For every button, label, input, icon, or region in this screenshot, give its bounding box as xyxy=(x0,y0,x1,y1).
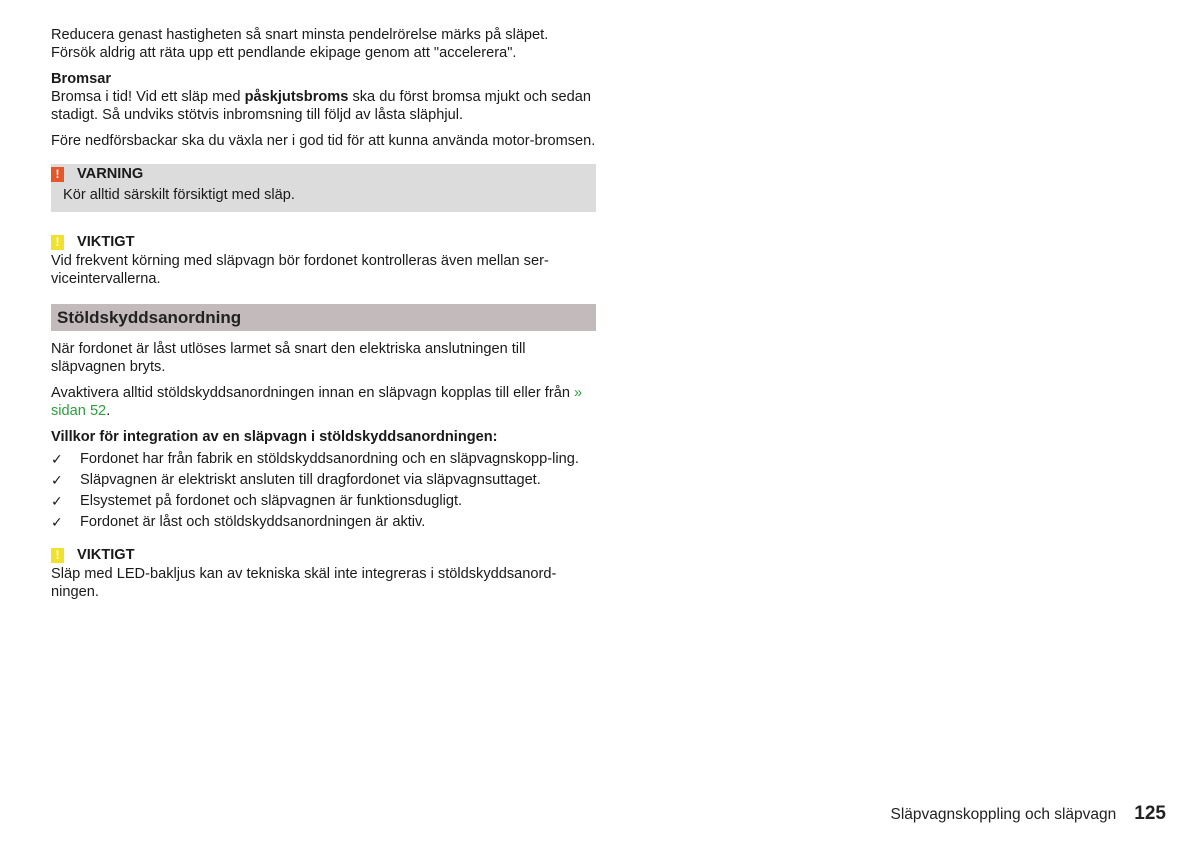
conditions-list xyxy=(51,450,596,531)
caution-icon: ! xyxy=(51,548,64,563)
note-title-2: VIKTIGT xyxy=(77,547,135,563)
note-title-1: VIKTIGT xyxy=(77,234,135,250)
intro-line-2: Försök aldrig att räta upp ett pendlande ekipage genom att "accelerera". xyxy=(51,45,517,61)
warning-icon: ! xyxy=(51,167,64,182)
brakes-paragraph xyxy=(51,88,596,124)
check-icon: ✓ xyxy=(51,451,63,467)
brakes-text-bold: påskjutsbroms xyxy=(244,89,349,105)
intro-line-1: Reducera genast hastigheten så snart minsta pendelrörelse märks på släpet. xyxy=(51,27,549,43)
note-header-2 xyxy=(51,545,596,565)
page-number: 125 xyxy=(1134,803,1166,824)
brakes-text-1: Bromsa i tid! Vid ett släp med xyxy=(51,89,245,105)
brakes-text-2: ska du först bromsa mjukt och sedan stadigt. Så undviks stötvis inbromsning till följd av låsta släphjul. xyxy=(51,89,591,123)
list-item xyxy=(51,492,596,510)
list-item-text: Elsystemet på fordonet och släpvagnen är funktionsdugligt. xyxy=(80,493,463,509)
intro-paragraph xyxy=(51,26,596,62)
section-p2-text: Avaktivera alltid stöldskyddsanordningen innan en släpvagn kopplas till eller från xyxy=(51,385,574,401)
conditions-heading: Villkor för integration av en släpvagn i stöldskyddsanordningen: xyxy=(51,429,498,445)
list-item xyxy=(51,471,596,489)
check-icon: ✓ xyxy=(51,493,63,509)
downhill-paragraph: Före nedförsbackar ska du växla ner i god tid för att kunna använda motor-bromsen. xyxy=(51,133,596,149)
check-icon: ✓ xyxy=(51,472,63,488)
list-item-text: Fordonet är låst och stöldskyddsanordningen är aktiv. xyxy=(80,514,426,530)
list-item xyxy=(51,513,596,531)
brakes-heading: Bromsar xyxy=(51,71,112,87)
warning-header xyxy=(51,164,586,184)
note-header-1 xyxy=(51,232,596,252)
note-text-1: Vid frekvent körning med släpvagn bör fordonet kontrolleras även mellan ser-viceintervallerna. xyxy=(51,253,549,287)
warning-box xyxy=(51,164,596,212)
chapter-title: Släpvagnskoppling och släpvagn xyxy=(890,806,1117,823)
list-item-text: Släpvagnen är elektriskt ansluten till dragfordonet via släpvagnsuttaget. xyxy=(80,472,541,488)
warning-text: Kör alltid särskilt försiktigt med släp. xyxy=(63,187,295,203)
section-title: Stöldskyddsanordning xyxy=(51,304,596,331)
list-item-text: Fordonet har från fabrik en stöldskyddsanordning och en släpvagnskopp-ling. xyxy=(80,451,579,467)
list-item xyxy=(51,450,596,468)
page-footer xyxy=(891,803,1166,825)
content-column xyxy=(51,26,596,609)
page-link[interactable]: » sidan 52 xyxy=(51,385,583,419)
warning-title: VARNING xyxy=(77,166,144,182)
check-icon: ✓ xyxy=(51,514,63,530)
section-paragraph-1: När fordonet är låst utlöses larmet så snart den elektriska anslutningen till släpvagnen bryts. xyxy=(51,341,526,375)
section-p2-end: . xyxy=(106,403,111,419)
note-text-2: Släp med LED-bakljus kan av tekniska skäl inte integreras i stöldskyddsanord-ningen. xyxy=(51,566,557,600)
caution-icon: ! xyxy=(51,235,64,250)
section-paragraph-2 xyxy=(51,384,596,420)
